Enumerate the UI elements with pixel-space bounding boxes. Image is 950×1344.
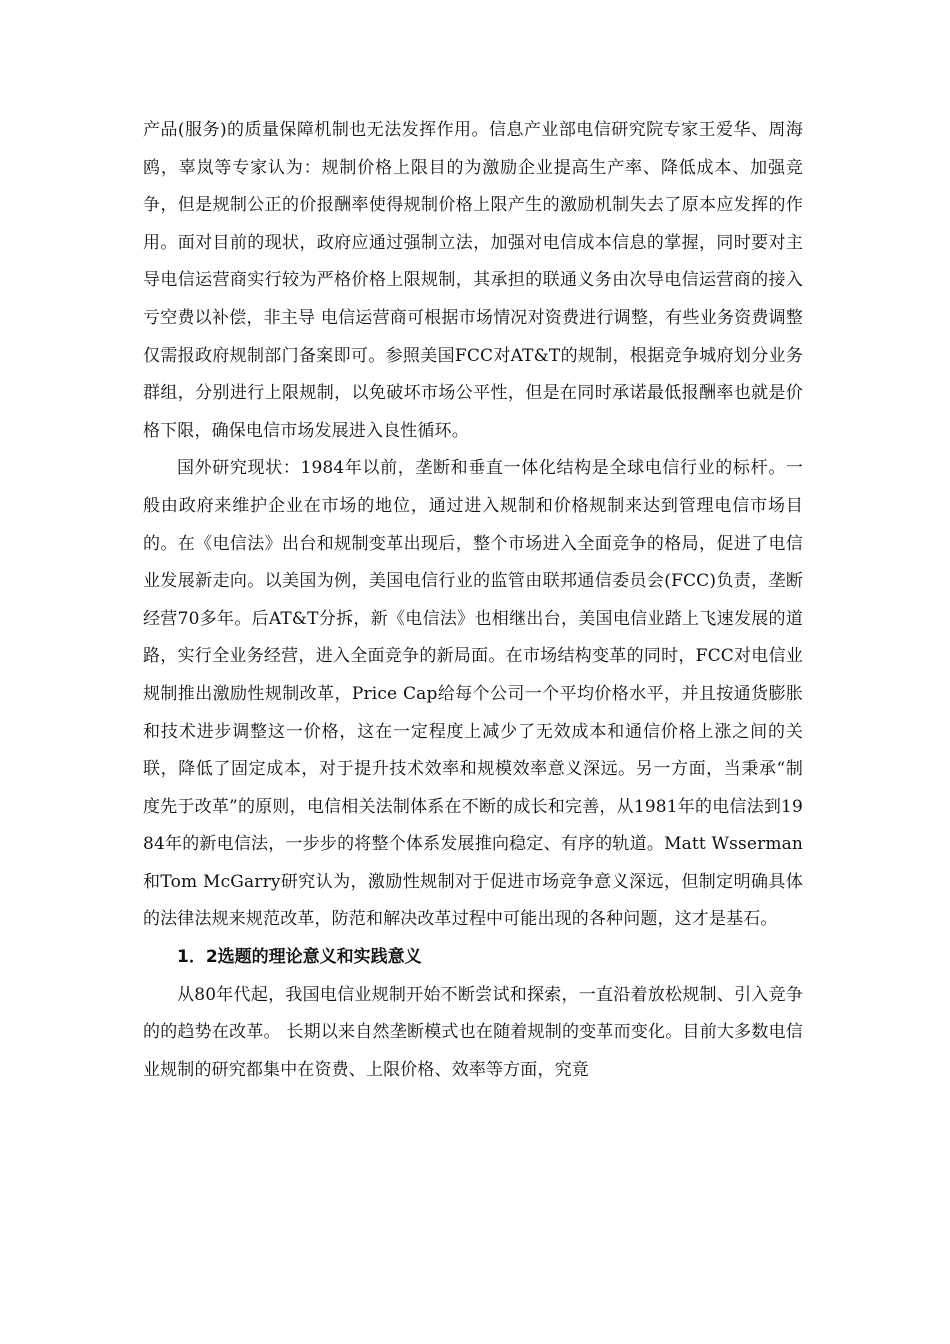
paragraph-domestic-research: 从80年代起，我国电信业规制开始不断尝试和探索，一直沿着放松规制、引入竞争的的趋势在改革。 长期以来自然垄断模式也在随着规制的变革而变化。目前大多数电信业规制的研究都集中在资费、上限价格、效率等方面，究竟 xyxy=(143,984,803,1080)
paragraph-foreign-research: 国外研究现状：1984年以前，垄断和垂直一体化结构是全球电信行业的标杆。一般由政府来维护企业在市场的地位，通过进入规制和价格规制来达到管理电信市场目的。在《电信法》出台和规制变革出现后，整个市场进入全面竞争的格局，促进了电信业发展新走向。以美国为例，美国电信行业的监管由联邦通信委员会(FCC)负责，垄断经营70多年。后AT&T分拆，新《电信法》也相继出台，美国电信业踏上飞速发展的道路，实行全业务经营，进入全面竞争的新局面。在市场结构变革的同时，FCC对电信业规制推出激励性规制改革，Price Cap给每个公司一个平均价格水平，并且按通货膨胀和技术进步调整这一价格，这在一定程度上减少了无效成本和通信价格上涨之间的关联，降低了固定成本，对于提升技术效率和规模效率意义深远。另一方面，当秉承“制度先于改革”的原则，电信相关法制体系在不断的成长和完善，从1981年的电信法到1984年的新电信法，一步步的将整个体系发展推向稳定、有序的轨道。Matt Wsserman和Tom McGarry研究认为，激励性规制对于促进市场竞争意义深远，但制定明确具体的法律法规来规范改革，防范和解决改革过程中可能出现的各种问题，这才是基石。 xyxy=(143,458,803,930)
section-heading: 1．2选题的理论意义和实践意义 xyxy=(177,947,422,968)
paragraph-quality-mechanism: 产品(服务)的质量保障机制也无法发挥作用。信息产业部电信研究院专家王爱华、周海鸥，辜岚等专家认为：规制价格上限目的为激励企业提高生产率、降低成本、加强竞争，但是规制公正的价报酬率使得规制价格上限产生的激励机制失去了原本应发挥的作用。面对目前的现状，政府应通过强制立法，加强对电信成本信息的掌握，同时要对主导电信运营商实行较为严格价格上限规制，其承担的联通义务由次导电信运营商的接入亏空费以补偿，非主导 电信运营商可根据市场情况对资费进行调整，有些业务资费调整仅需报政府规制部门备案即可。参照美国FCC对AT&T的规制，根据竞争城府划分业务群组，分别进行上限规制，以免破坏市场公平性，但是在同时承诺最低报酬率也就是价格下限，确保电信市场发展进入良性循环。 xyxy=(143,120,803,441)
document-body xyxy=(143,112,803,1089)
